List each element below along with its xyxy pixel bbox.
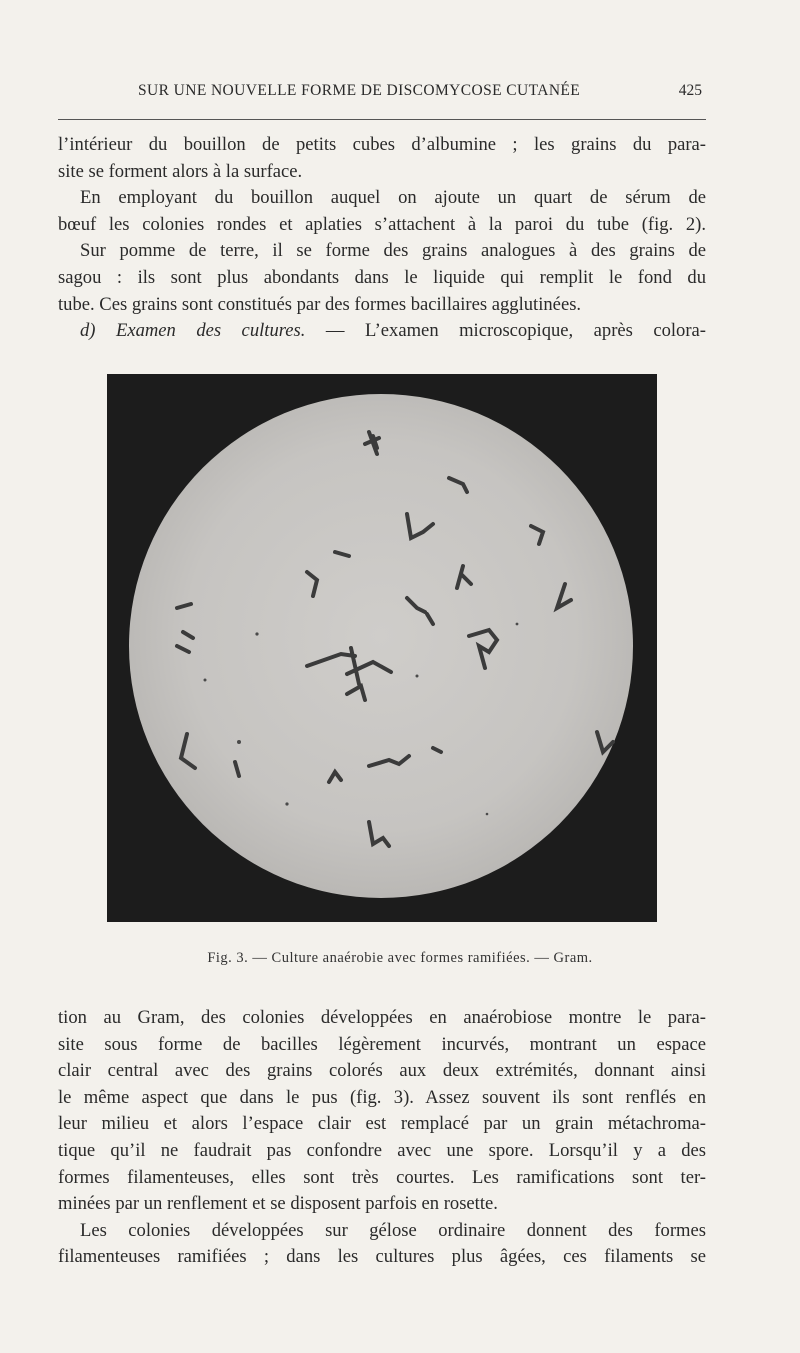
text-line: sagou : ils sont plus abondants dans le liquide qui remplit le fond du [58,266,706,288]
text-line: l’intérieur du bouillon de petits cubes d’albumine ; les grains du para- [58,134,706,155]
figure-caption: Fig. 3. — Culture anaérobie avec formes ramifiées. — Gram. [207,950,593,966]
micrograph-image [107,374,657,922]
text-line: clair central avec des grains colorés aux deux extrémités, donnant ainsi [58,1060,706,1082]
text-line: site sous forme de bacilles légèrement incurvés, montrant un espace [58,1033,706,1055]
text-line: En employant du bouillon auquel on ajoute un quart de sérum de [80,187,706,209]
text-line: leur milieu et alors l’espace clair est remplacé par un grain métachroma- [58,1113,706,1135]
section-label: d) [80,320,96,342]
page-number: 425 [678,82,702,99]
header-rule [58,119,706,120]
section-title: Examen des cultures. [115,320,306,342]
text-line: Les colonies développées sur gélose ordinaire donnent des formes [80,1219,706,1241]
text-line: Sur pomme de terre, il se forme des grains analogues à des grains de [80,240,706,262]
section-heading-line [58,318,706,345]
text-line: tique qu’il ne faudrait pas confondre avec une spore. Lorsqu’il y a des [58,1139,706,1161]
text-line: tube. Ces grains sont constitués par des formes bacillaires agglutinées. [58,293,582,315]
text-line: formes filamenteuses, elles sont très courtes. Les ramifications sont ter- [58,1166,706,1188]
text-line: bœuf les colonies rondes et aplaties s’attachent à la paroi du tube (fig. 2). [58,213,706,235]
page-header [58,82,706,108]
microscope-figure [107,374,657,922]
body-text-top [58,132,706,345]
text-line: filamenteuses ramifiées ; dans les cultures plus âgées, ces filaments se [58,1246,706,1268]
text-line: minées par un renflement et se disposent parfois en rosette. [58,1193,498,1215]
body-text-bottom [58,1005,706,1271]
running-title: SUR UNE NOUVELLE FORME DE DISCOMYCOSE CUTANÉE [138,82,581,99]
section-heading-rest: — L’examen microscopique, après colora- [305,320,706,342]
text-line: tion au Gram, des colonies développées en anaérobiose montre le para- [58,1007,706,1028]
text-line: site se forment alors à la surface. [58,160,303,182]
text-line: le même aspect que dans le pus (fig. 3). Assez souvent ils sont renflés en [58,1086,706,1108]
